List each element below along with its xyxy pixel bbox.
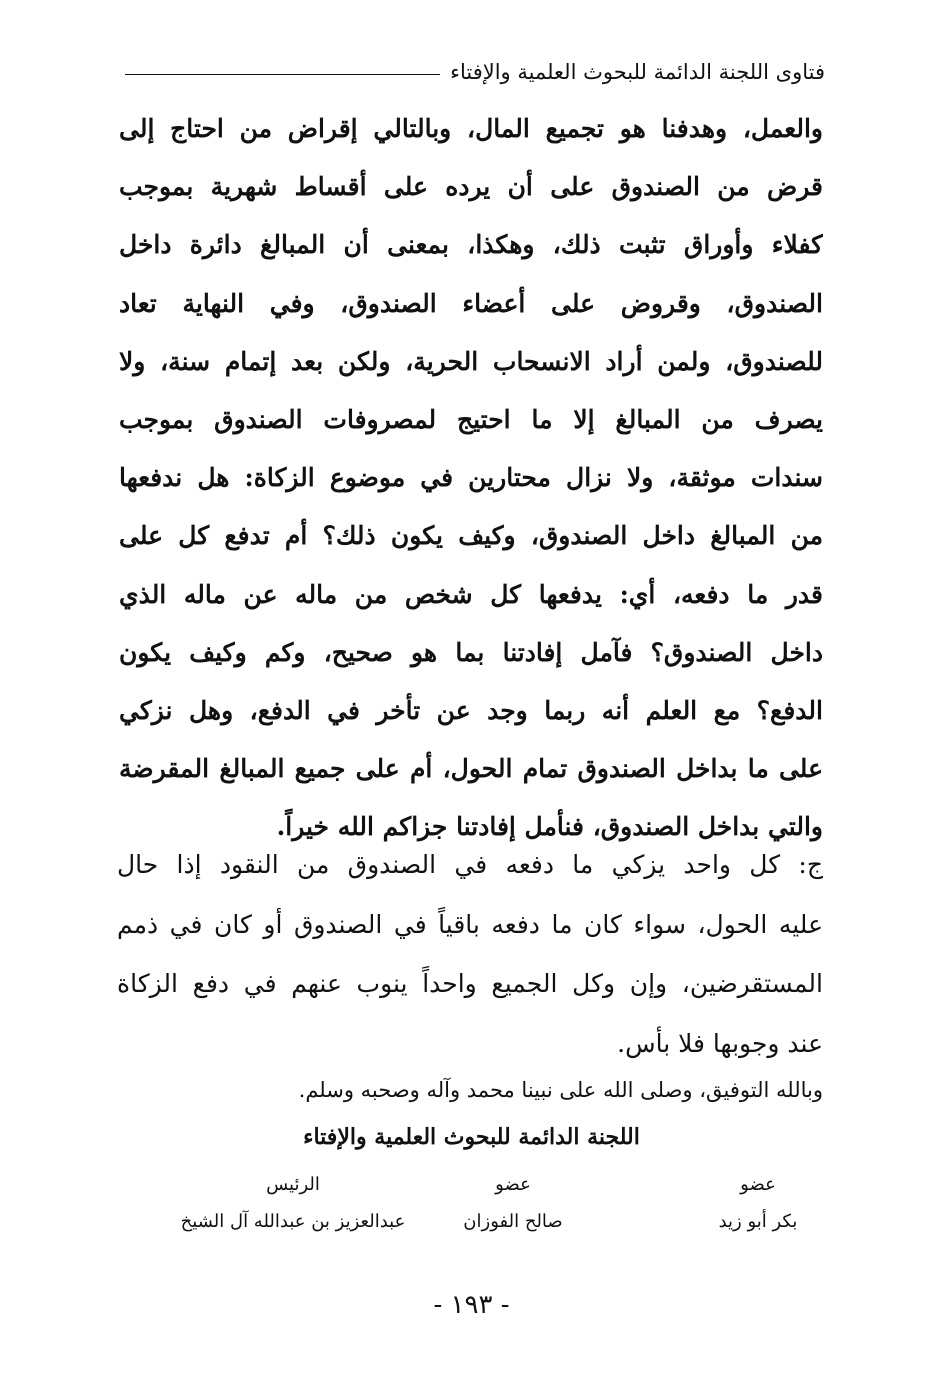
signatory-name: بكر أبو زيد (718, 1211, 798, 1232)
answer-line: ج: كل واحد يزكي ما دفعه في الصندوق من النقود إذا حال (117, 850, 823, 879)
question-line: داخل الصندوق؟ فآمل إفادتنا بما هو صحيح، وكم وكيف يكون (119, 637, 823, 667)
answer-line: المستقرضين، وإن وكل الجميع واحداً ينوب عنهم في دفع الزكاة (117, 969, 823, 998)
question-line: قرض من الصندوق على أن يرده على أقساط شهرية بموجب (119, 172, 823, 202)
signatory-role: الرئيس (266, 1174, 320, 1195)
signatory-chairman (163, 1168, 423, 1242)
signatory-name: عبدالعزيز بن عبدالله آل الشيخ (180, 1211, 406, 1232)
signatory-member-1 (683, 1168, 833, 1242)
question-line: على ما بداخل الصندوق تمام الحول، أم على جميع المبالغ المقرضة (119, 754, 823, 784)
signatories (0, 1168, 943, 1248)
question-line: والتي بداخل الصندوق، فنأمل إفادتنا جزاكم الله خيراً. (276, 812, 823, 842)
question-line: والعمل، وهدفنا هو تجميع المال، وبالتالي إقراض من احتاج إلى (119, 114, 823, 143)
header-title: فتاوى اللجنة الدائمة للبحوث العلمية والإفتاء (450, 60, 825, 84)
question-line: كفلاء وأوراق تثبت ذلك، وهكذا، بمعنى أن المبالغ دائرة داخل (119, 230, 823, 260)
answer-text (117, 835, 823, 1073)
running-header (125, 52, 825, 92)
question-text (119, 100, 823, 856)
question-line: الدفع؟ مع العلم أنه ربما وجد عن تأخر في الدفع، وهل نزكي (119, 695, 823, 725)
page-number: - ١٩٣ - (433, 1290, 510, 1320)
committee-title: اللجنة الدائمة للبحوث العلمية والإفتاء (303, 1124, 640, 1150)
answer-line: عند وجوبها فلا بأس. (617, 1028, 823, 1058)
question-line: الصندوق، وقروض على أعضاء الصندوق، وفي النهاية تعاد (119, 288, 823, 318)
question-line: يصرف من المبالغ إلا ما احتيج لمصروفات الصندوق بموجب (119, 404, 823, 434)
question-line: من المبالغ داخل الصندوق، وكيف يكون ذلك؟ أم تدفع كل على (119, 521, 823, 551)
question-line: سندات موثقة، ولا نزال محتارين في موضوع الزكاة: هل ندفعها (119, 463, 823, 493)
signatory-role: عضو (495, 1174, 531, 1195)
closing-formula: وبالله التوفيق، وصلى الله على نبينا محمد وآله وصحبه وسلم. (298, 1078, 823, 1102)
question-line: قدر ما دفعه، أي: يدفعها كل شخص من ماله عن ماله الذي (119, 579, 823, 609)
signatory-member-2 (433, 1168, 593, 1242)
header-rule (125, 74, 440, 75)
signatory-name: صالح الفوزان (463, 1211, 563, 1232)
signatory-role: عضو (740, 1174, 776, 1195)
question-line: للصندوق، ولمن أراد الانسحاب الحرية، ولكن بعد إتمام سنة، ولا (119, 346, 823, 376)
answer-line: عليه الحول، سواء كان ما دفعه باقياً في الصندوق أو كان في ذمم (117, 909, 823, 939)
